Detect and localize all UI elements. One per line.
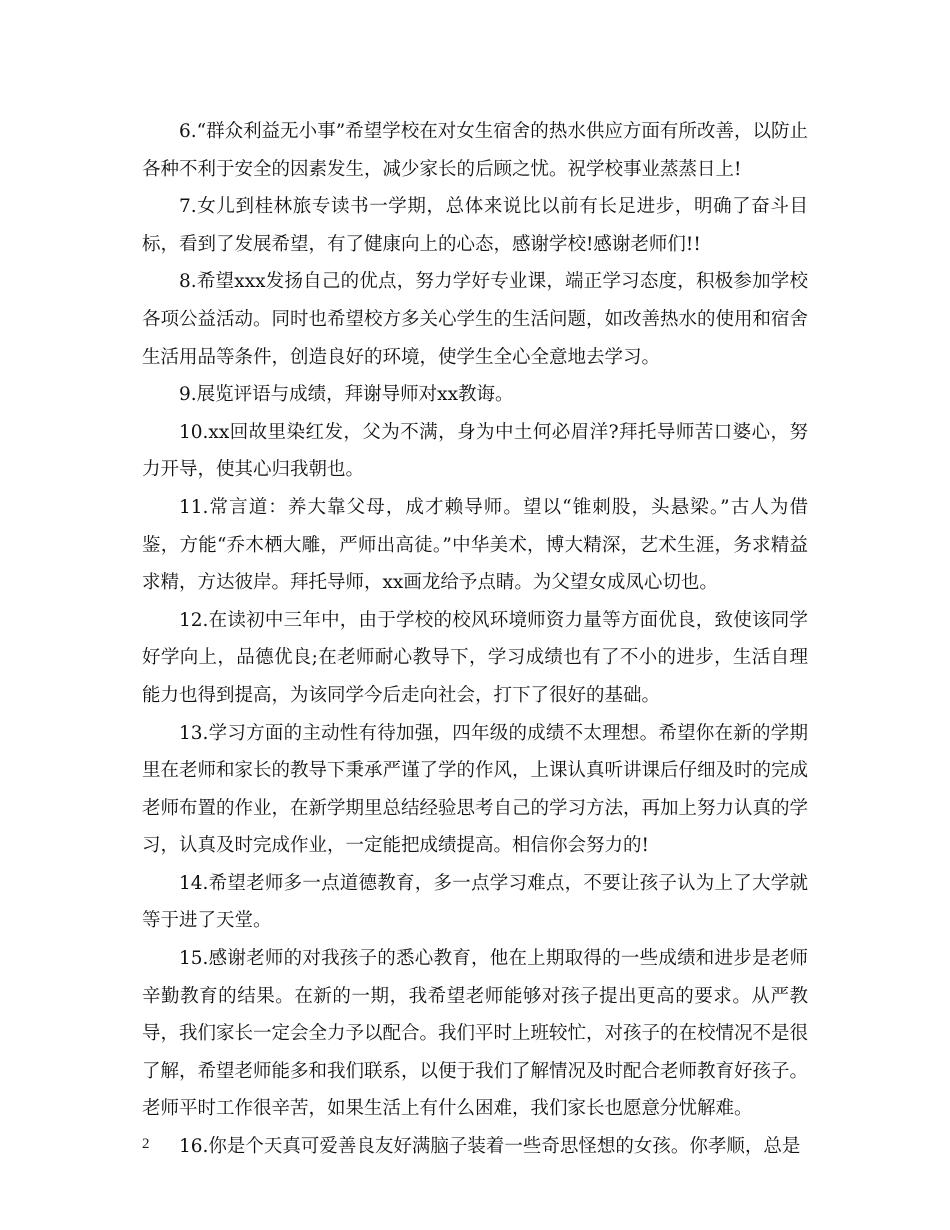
paragraph-8: 8.希望xxx发扬自己的优点，努力学好专业课，端正学习态度，积极参加学校各项公益活动。同时也希望校方多关心学生的生活问题，如改善热水的使用和宿舍生活用品等条件，创造良好的环境，使学生全心全意地去学习。: [142, 271, 809, 368]
paragraph-13: 13.学习方面的主动性有待加强，四年级的成绩不太理想。希望你在新的学期里在老师和家长的教导下秉承严谨了学的作风，上课认真听讲课后仔细及时的完成老师布置的作业，在新学期里总结经验思考自己的学习方法，再加上努力认真的学习，认真及时完成作业，一定能把成绩提高。相信你会努力的!: [142, 722, 809, 857]
page-number: 2: [142, 1136, 150, 1152]
paragraph-16: 16.你是个天真可爱善良友好满脑子装着一些奇思怪想的女孩。你孝顺，总是: [179, 1136, 801, 1158]
paragraph-6: 6.“群众利益无小事”希望学校在对女生宿舍的热水供应方面有所改善，以防止各种不利于安全的因素发生，减少家长的后顾之忧。祝学校事业蒸蒸日上!: [142, 121, 808, 180]
paragraph-12: 12.在读初中三年中，由于学校的校风环境师资力量等方面优良，致使该同学好学向上，品德优良;在老师耐心教导下，学习成绩也有了不小的进步，生活自理能力也得到提高，为该同学今后走向社会，打下了很好的基础。: [142, 609, 808, 706]
paragraph-10: 10.xx回故里染红发，父为不满，身为中土何必眉洋?拜托导师苦口婆心，努力开导，使其心归我朝也。: [142, 421, 808, 481]
paragraph-9: 9.展览评语与成绩，拜谢导师对xx教诲。: [179, 384, 514, 406]
paragraph-7: 7.女儿到桂林旅专读书一学期，总体来说比以前有长足进步，明确了奋斗目标，看到了发展希望，有了健康向上的心态，感谢学校!感谢老师们!!: [142, 196, 808, 255]
document-body: [142, 113, 808, 1166]
paragraph-11: 11.常言道：养大靠父母，成才赖导师。望以“锥刺股，头悬梁。”古人为借鉴，方能“乔木栖大雕，严师出高徒。”中华美术，博大精深，艺术生涯，务求精益求精，方达彼岸。拜托导师，xx画龙给予点睛。为父望女成凤心切也。: [142, 496, 808, 594]
paragraph-15: 15.感谢老师的对我孩子的悉心教育，他在上期取得的一些成绩和进步是老师辛勤教育的结果。在新的一期，我希望老师能够对孩子提出更高的要求。从严教导，我们家长一定会全力予以配合。我们平时上班较忙，对孩子的在校情况不是很了解，希望老师能多和我们联系，以便于我们了解情况及时配合老师教育好孩子。老师平时工作很辛苦，如果生活上有什么困难，我们家长也愿意分忧解难。: [142, 948, 809, 1120]
paragraph-14: 14.希望老师多一点道德教育，多一点学习难点，不要让孩子认为上了大学就等于进了天堂。: [142, 872, 808, 932]
